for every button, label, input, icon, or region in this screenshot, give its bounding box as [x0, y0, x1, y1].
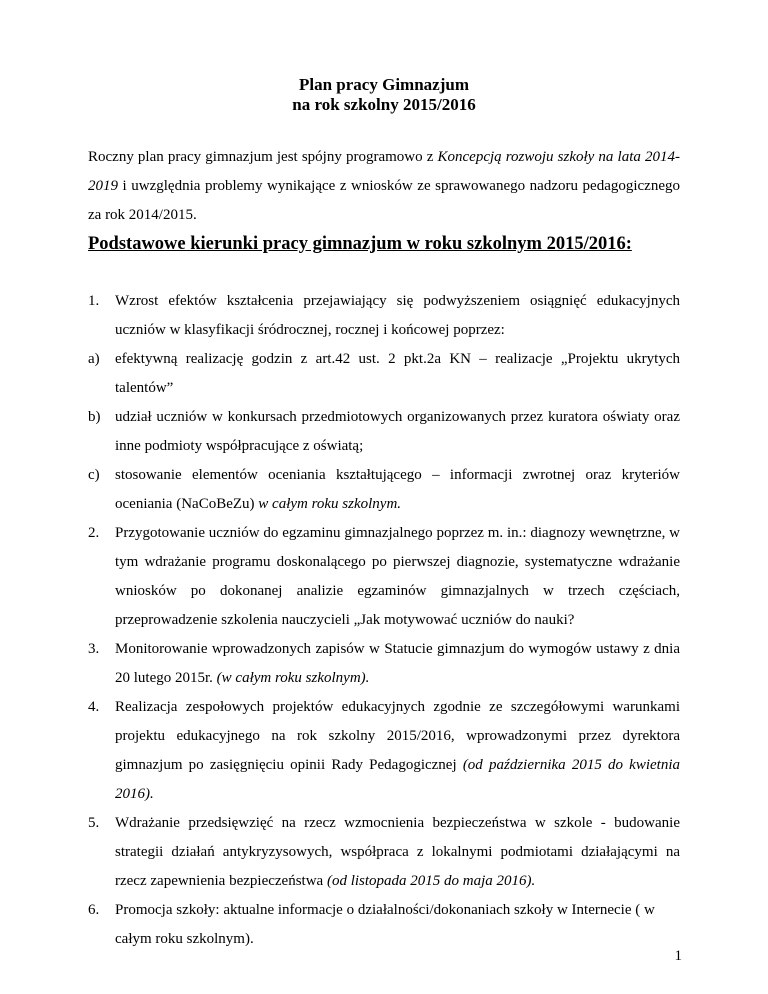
list-item-marker: a): [88, 351, 100, 367]
list-item-italic: (od listopada 2015 do maja 2016).: [326, 873, 536, 889]
section-heading: Podstawowe kierunki pracy gimnazjum w roku szkolnym 2015/2016:: [88, 234, 632, 254]
list-item-text: Promocja szkoły: aktualne informacje o działalności/dokonaniach szkoły w Internecie ( w całym roku szkolnym).: [115, 902, 655, 947]
list-item: [88, 461, 680, 519]
list-item: [88, 287, 680, 345]
list-item-text: Monitorowanie wprowadzonych zapisów w Statucie gimnazjum do wymogów ustawy z dnia 20 lutego 2015r. (w całym roku szkolnym).: [115, 641, 680, 686]
list-item: [88, 896, 680, 954]
list-item-marker: 6.: [88, 902, 100, 918]
list-item-text: stosowanie elementów oceniania kształtującego – informacji zwrotnej oraz kryteriów oceniania (NaCoBeZu) w całym roku szkolnym.: [115, 467, 680, 512]
intro-italic: Koncepcją rozwoju szkoły na lata 2014-2019: [88, 149, 680, 194]
list-item-marker: 3.: [88, 641, 100, 657]
intro-text-1: Roczny plan pracy gimnazjum jest spójny programowo z: [88, 149, 438, 165]
list-item-marker: 1.: [88, 293, 100, 309]
list-item: [88, 635, 680, 693]
document-title-line-2: na rok szkolny 2015/2016: [292, 95, 476, 114]
list-item-italic: (w całym roku szkolnym).: [216, 670, 370, 686]
list-item-marker: 2.: [88, 525, 100, 541]
list-item: [88, 519, 680, 635]
list-item-marker: 4.: [88, 699, 100, 715]
list-item-text: Realizacja zespołowych projektów edukacyjnych zgodnie ze szczegółowymi warunkami projektu edukacyjnego na rok szkolny 2015/2016, wprowadzonymi przez dyrektora gimnazjum po zasięgnięciu opinii Rady Pedagogicznej (od października 2015 do kwietnia 2016).: [115, 699, 680, 802]
directions-list: [88, 287, 680, 954]
intro-text-2: i uwzględnia problemy wynikające z wniosków ze sprawowanego nadzoru pedagogicznego za rok 2014/2015.: [88, 178, 680, 223]
list-item-text: udział uczniów w konkursach przedmiotowych organizowanych przez kuratora oświaty oraz inne podmioty współpracujące z oświatą;: [115, 409, 680, 454]
list-item-marker: b): [88, 409, 101, 425]
page-number: 1: [674, 948, 682, 964]
list-item: [88, 403, 680, 461]
list-item-text: Wzrost efektów kształcenia przejawiający się podwyższeniem osiągnięć edukacyjnych uczniów w klasyfikacji śródrocznej, rocznej i końcowej poprzez:: [115, 293, 680, 338]
list-item-italic: w całym roku szkolnym.: [258, 496, 402, 512]
list-item-marker: 5.: [88, 815, 100, 831]
list-item: [88, 345, 680, 403]
list-item-text: Wdrażanie przedsięwzięć na rzecz wzmocnienia bezpieczeństwa w szkole - budowanie strategii działań antykryzysowych, współpraca z lokalnymi podmiotami działającymi na rzecz zapewnienia bezpieczeństwa (od listopada 2015 do maja 2016).: [115, 815, 680, 889]
intro-paragraph: [88, 143, 680, 230]
list-item-italic: (od października 2015 do kwietnia 2016).: [115, 757, 680, 802]
list-item-text: efektywną realizację godzin z art.42 ust. 2 pkt.2a KN – realizacje „Projektu ukrytych talentów”: [115, 351, 680, 396]
document-title-line-1: Plan pracy Gimnazjum: [299, 75, 469, 94]
list-item: [88, 809, 680, 896]
list-item-marker: c): [88, 467, 100, 483]
list-item: [88, 693, 680, 809]
list-item-text: Przygotowanie uczniów do egzaminu gimnazjalnego poprzez m. in.: diagnozy wewnętrzne, w tym wdrażanie programu doskonalącego po pierwszej diagnozie, systematyczne wdrażanie wniosków po dokonanej analizie egzaminów gimnazjalnych w trzech częściach, przeprowadzenie szkolenia nauczycieli „Jak motywować uczniów do nauki?: [115, 525, 680, 628]
